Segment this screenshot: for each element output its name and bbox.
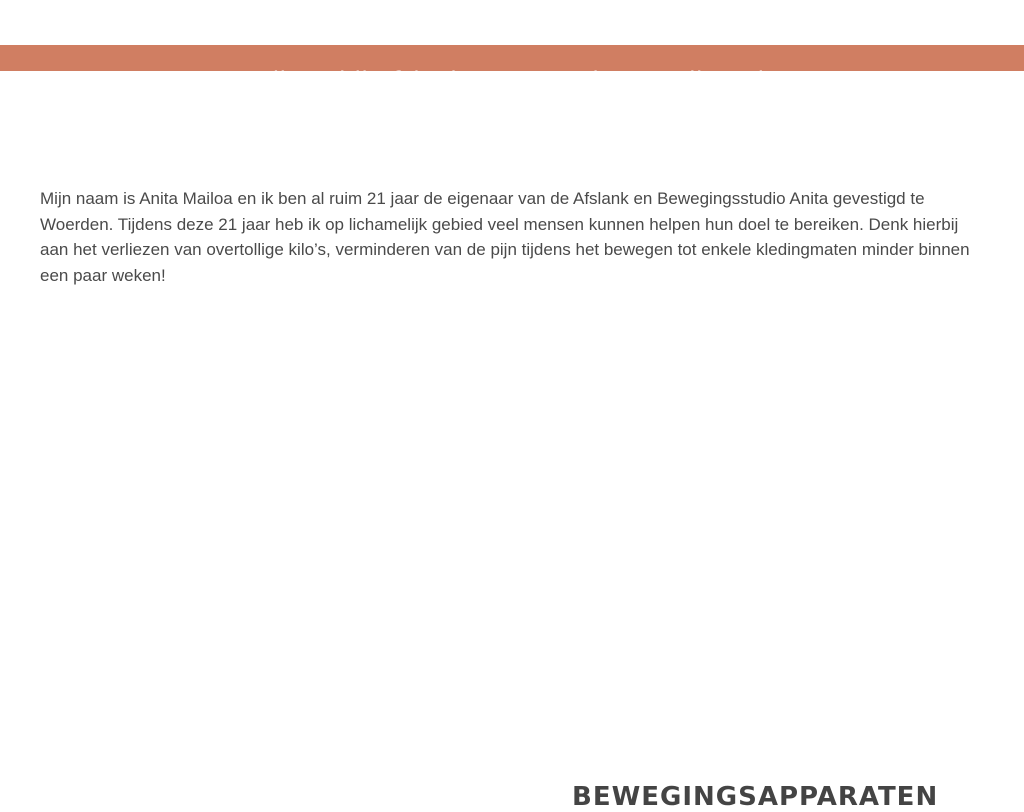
hero-title: Welkom bij Afslank en Bewegingsstudio Anita [235,67,789,96]
next-section-heading-container [540,756,980,812]
intro-paragraph: Mijn naam is Anita Mailoa en ik ben al ruim 21 jaar de eigenaar van de Afslank en Bewegingsstudio Anita gevestigd te Woerden. Tijdens deze 21 jaar heb ik op lichamelijk gebied veel mensen kunnen helpen hun doel te bereiken. Denk hierbij aan het verliezen van overtollige kilo’s, verminderen van de pijn tijdens het bewegen tot enkele kledingmaten minder binnen een paar weken! [40,189,970,285]
page-top-whitespace [0,0,1024,45]
next-section-heading: BEWEGINGSAPPARATEN [572,781,939,812]
hero-banner [0,45,1024,96]
